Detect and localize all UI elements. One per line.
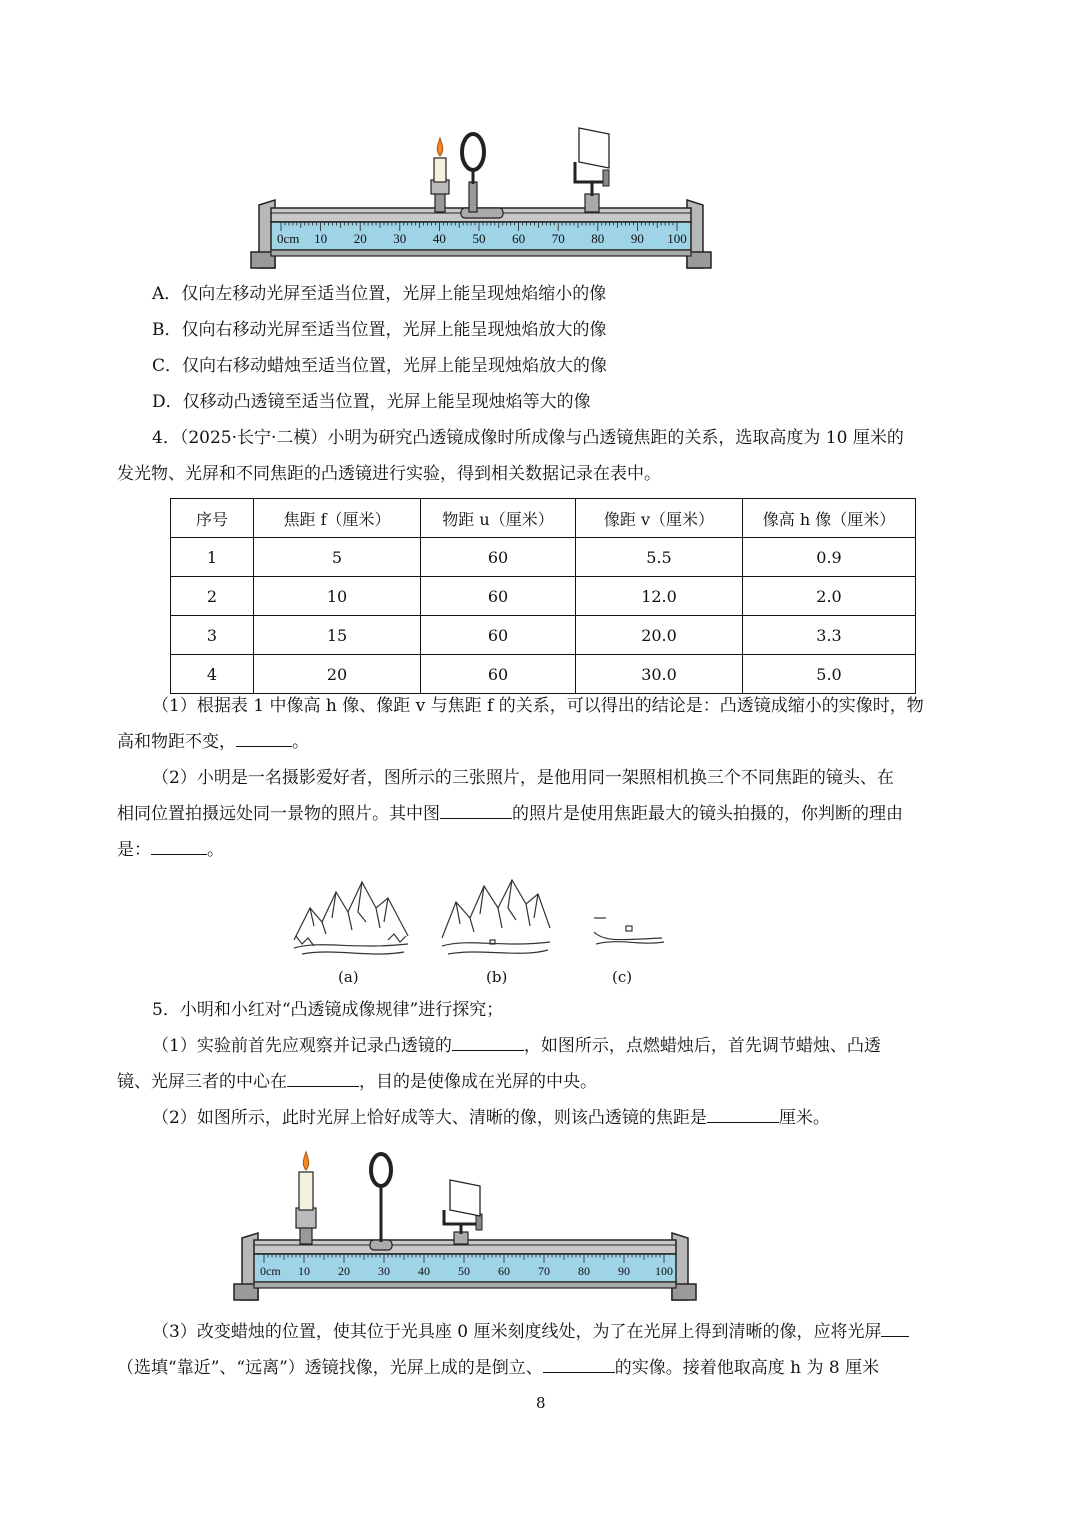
option-c[interactable]: C．仅向右移动蜡烛至适当位置，光屏上能呈现烛焰放大的像 [152,356,608,376]
table-header-row [171,499,916,538]
answer-blank[interactable] [440,802,512,819]
answer-blank[interactable] [707,1106,779,1123]
scale-label: 50 [458,1264,470,1278]
q4-intro-line2: 发光物、光屏和不同焦距的凸透镜进行实验，得到相关数据记录在表中。 [117,464,661,484]
convex-lens[interactable] [370,1154,392,1250]
table-header: 像距 v（厘米） [576,499,743,538]
scale-label: 20 [353,231,367,246]
q4-part1-line1: （1）根据表 1 中像高 h 像、像距 v 与焦距 f 的关系，可以得出的结论是：凸透镜成缩小的实像时，物 [152,696,924,716]
caption-a: (a) [338,968,359,986]
q4-intro-line1: 4．（2025·长宁·二模）小明为研究凸透镜成像时所成像与凸透镜焦距的关系，选取高度为 10 厘米的 [152,428,904,448]
data-table [170,498,916,694]
option-b[interactable]: B．仅向右移动光屏至适当位置，光屏上能呈现烛焰放大的像 [152,320,607,340]
scale-label: 80 [578,1264,590,1278]
scale-label: 10 [314,231,328,246]
q5-part3-text-c: 的实像。接着他取高度 h 为 8 厘米 [614,1358,880,1378]
option-a[interactable]: A．仅向左移动光屏至适当位置，光屏上能呈现烛焰缩小的像 [152,284,607,304]
table-cell: 2.0 [743,577,916,616]
scale-label: 100 [655,1264,673,1278]
table-cell: 2 [171,577,254,616]
table-row [171,538,916,577]
scale-label: 40 [418,1264,430,1278]
table-header: 序号 [171,499,254,538]
table-cell: 3.3 [743,616,916,655]
table-cell: 4 [171,655,254,694]
photo-c [590,912,670,952]
table-cell: 5 [254,538,421,577]
table-header: 物距 u（厘米） [421,499,576,538]
scale-label: 0cm [260,1264,281,1278]
table-cell: 5.5 [576,538,743,577]
q5-part2-text-a: （2）如图所示，此时光屏上恰好成等大、清晰的像，则该凸透镜的焦距是 [152,1108,707,1128]
candle[interactable] [296,1152,316,1244]
q5-part1-text-c: 镜、光屏三者的中心在 [117,1072,287,1092]
light-screen[interactable] [575,128,609,212]
table-row [171,577,916,616]
answer-blank[interactable] [151,838,207,855]
q4-part1-line2 [117,730,309,754]
q4-part1-text: 高和物距不变， [117,732,236,752]
q5-part1-text-a: （1）实验前首先应观察并记录凸透镜的 [152,1036,452,1056]
q4-part2-end: 。 [207,840,224,860]
scale-label: 80 [591,231,605,246]
answer-blank[interactable] [452,1034,524,1051]
option-d[interactable]: D．仅移动凸透镜至适当位置，光屏上能呈现烛焰等大的像 [152,392,591,412]
q5-intro: 5．小明和小红对“凸透镜成像规律”进行探究； [152,1000,504,1020]
table-cell: 60 [421,616,576,655]
table-cell: 12.0 [576,577,743,616]
q4-part2-line3 [117,838,224,862]
photo-b [440,878,552,962]
q5-part3-text-a: （3）改变蜡烛的位置，使其位于光具座 0 厘米刻度线处，为了在光屏上得到清晰的像，应将光屏 [152,1322,882,1342]
scale-label: 70 [538,1264,550,1278]
scale-label: 30 [393,231,407,246]
optical-bench-figure-1 [245,120,715,275]
q5-part3-line1 [152,1320,909,1344]
table-cell: 3 [171,616,254,655]
answer-blank[interactable] [881,1320,909,1337]
photo-a [292,878,410,962]
q5-part1-text-b: ，如图所示，点燃蜡烛后，首先调节蜡烛、凸透 [523,1036,881,1056]
table-cell: 60 [421,577,576,616]
page-number: 8 [536,1394,546,1412]
scale-label: 70 [551,231,565,246]
q5-part1-line1 [152,1034,881,1058]
q5-part3-line2 [117,1356,879,1380]
table-row [171,616,916,655]
scale-label: 20 [338,1264,350,1278]
optical-bench-figure-2 [228,1150,704,1308]
q4-part2-line1: （2）小明是一名摄影爱好者，图所示的三张照片，是他用同一架照相机换三个不同焦距的镜头、在 [152,768,894,788]
q5-part1-text-d: ，目的是使像成在光屏的中央。 [359,1072,597,1092]
table-cell: 10 [254,577,421,616]
table-cell: 1 [171,538,254,577]
q5-part1-line2 [117,1070,597,1094]
q4-part2-text-a: 相同位置拍摄远处同一景物的照片。其中图 [117,804,440,824]
table-cell: 60 [421,538,576,577]
scale-label: 90 [630,231,644,246]
convex-lens[interactable] [461,134,503,218]
scale-label: 40 [432,231,446,246]
table-cell: 15 [254,616,421,655]
table-header: 焦距 f（厘米） [254,499,421,538]
table-cell: 60 [421,655,576,694]
scale-label: 100 [667,231,687,246]
q5-part2-text-b: 厘米。 [778,1108,830,1128]
table-header: 像高 h 像（厘米） [743,499,916,538]
scale-label: 50 [472,231,486,246]
q5-part3-text-b: （选填“靠近”、“远离”）透镜找像，光屏上成的是倒立、 [117,1358,543,1378]
table-cell: 30.0 [576,655,743,694]
table-cell: 0.9 [743,538,916,577]
q4-part2-text-c: 是： [117,840,151,860]
q4-part2-line2 [117,802,903,826]
answer-blank[interactable] [236,730,292,747]
candle[interactable] [431,138,449,212]
answer-blank[interactable] [543,1356,615,1373]
scale-label: 90 [618,1264,630,1278]
q5-part2 [152,1106,830,1130]
scale-label: 30 [378,1264,390,1278]
scale-label: 10 [298,1264,310,1278]
table-row [171,655,916,694]
scale-label: 60 [512,231,526,246]
caption-c: (c) [612,968,633,986]
light-screen[interactable] [444,1180,482,1244]
scale-label: 60 [498,1264,510,1278]
scale-label: 0cm [277,231,300,246]
q4-part2-text-b: 的照片是使用焦距最大的镜头拍摄的，你判断的理由 [512,804,903,824]
caption-b: (b) [486,968,508,986]
table-cell: 5.0 [743,655,916,694]
answer-blank[interactable] [287,1070,359,1087]
q4-part1-end: 。 [292,732,309,752]
table-cell: 20 [254,655,421,694]
table-cell: 20.0 [576,616,743,655]
